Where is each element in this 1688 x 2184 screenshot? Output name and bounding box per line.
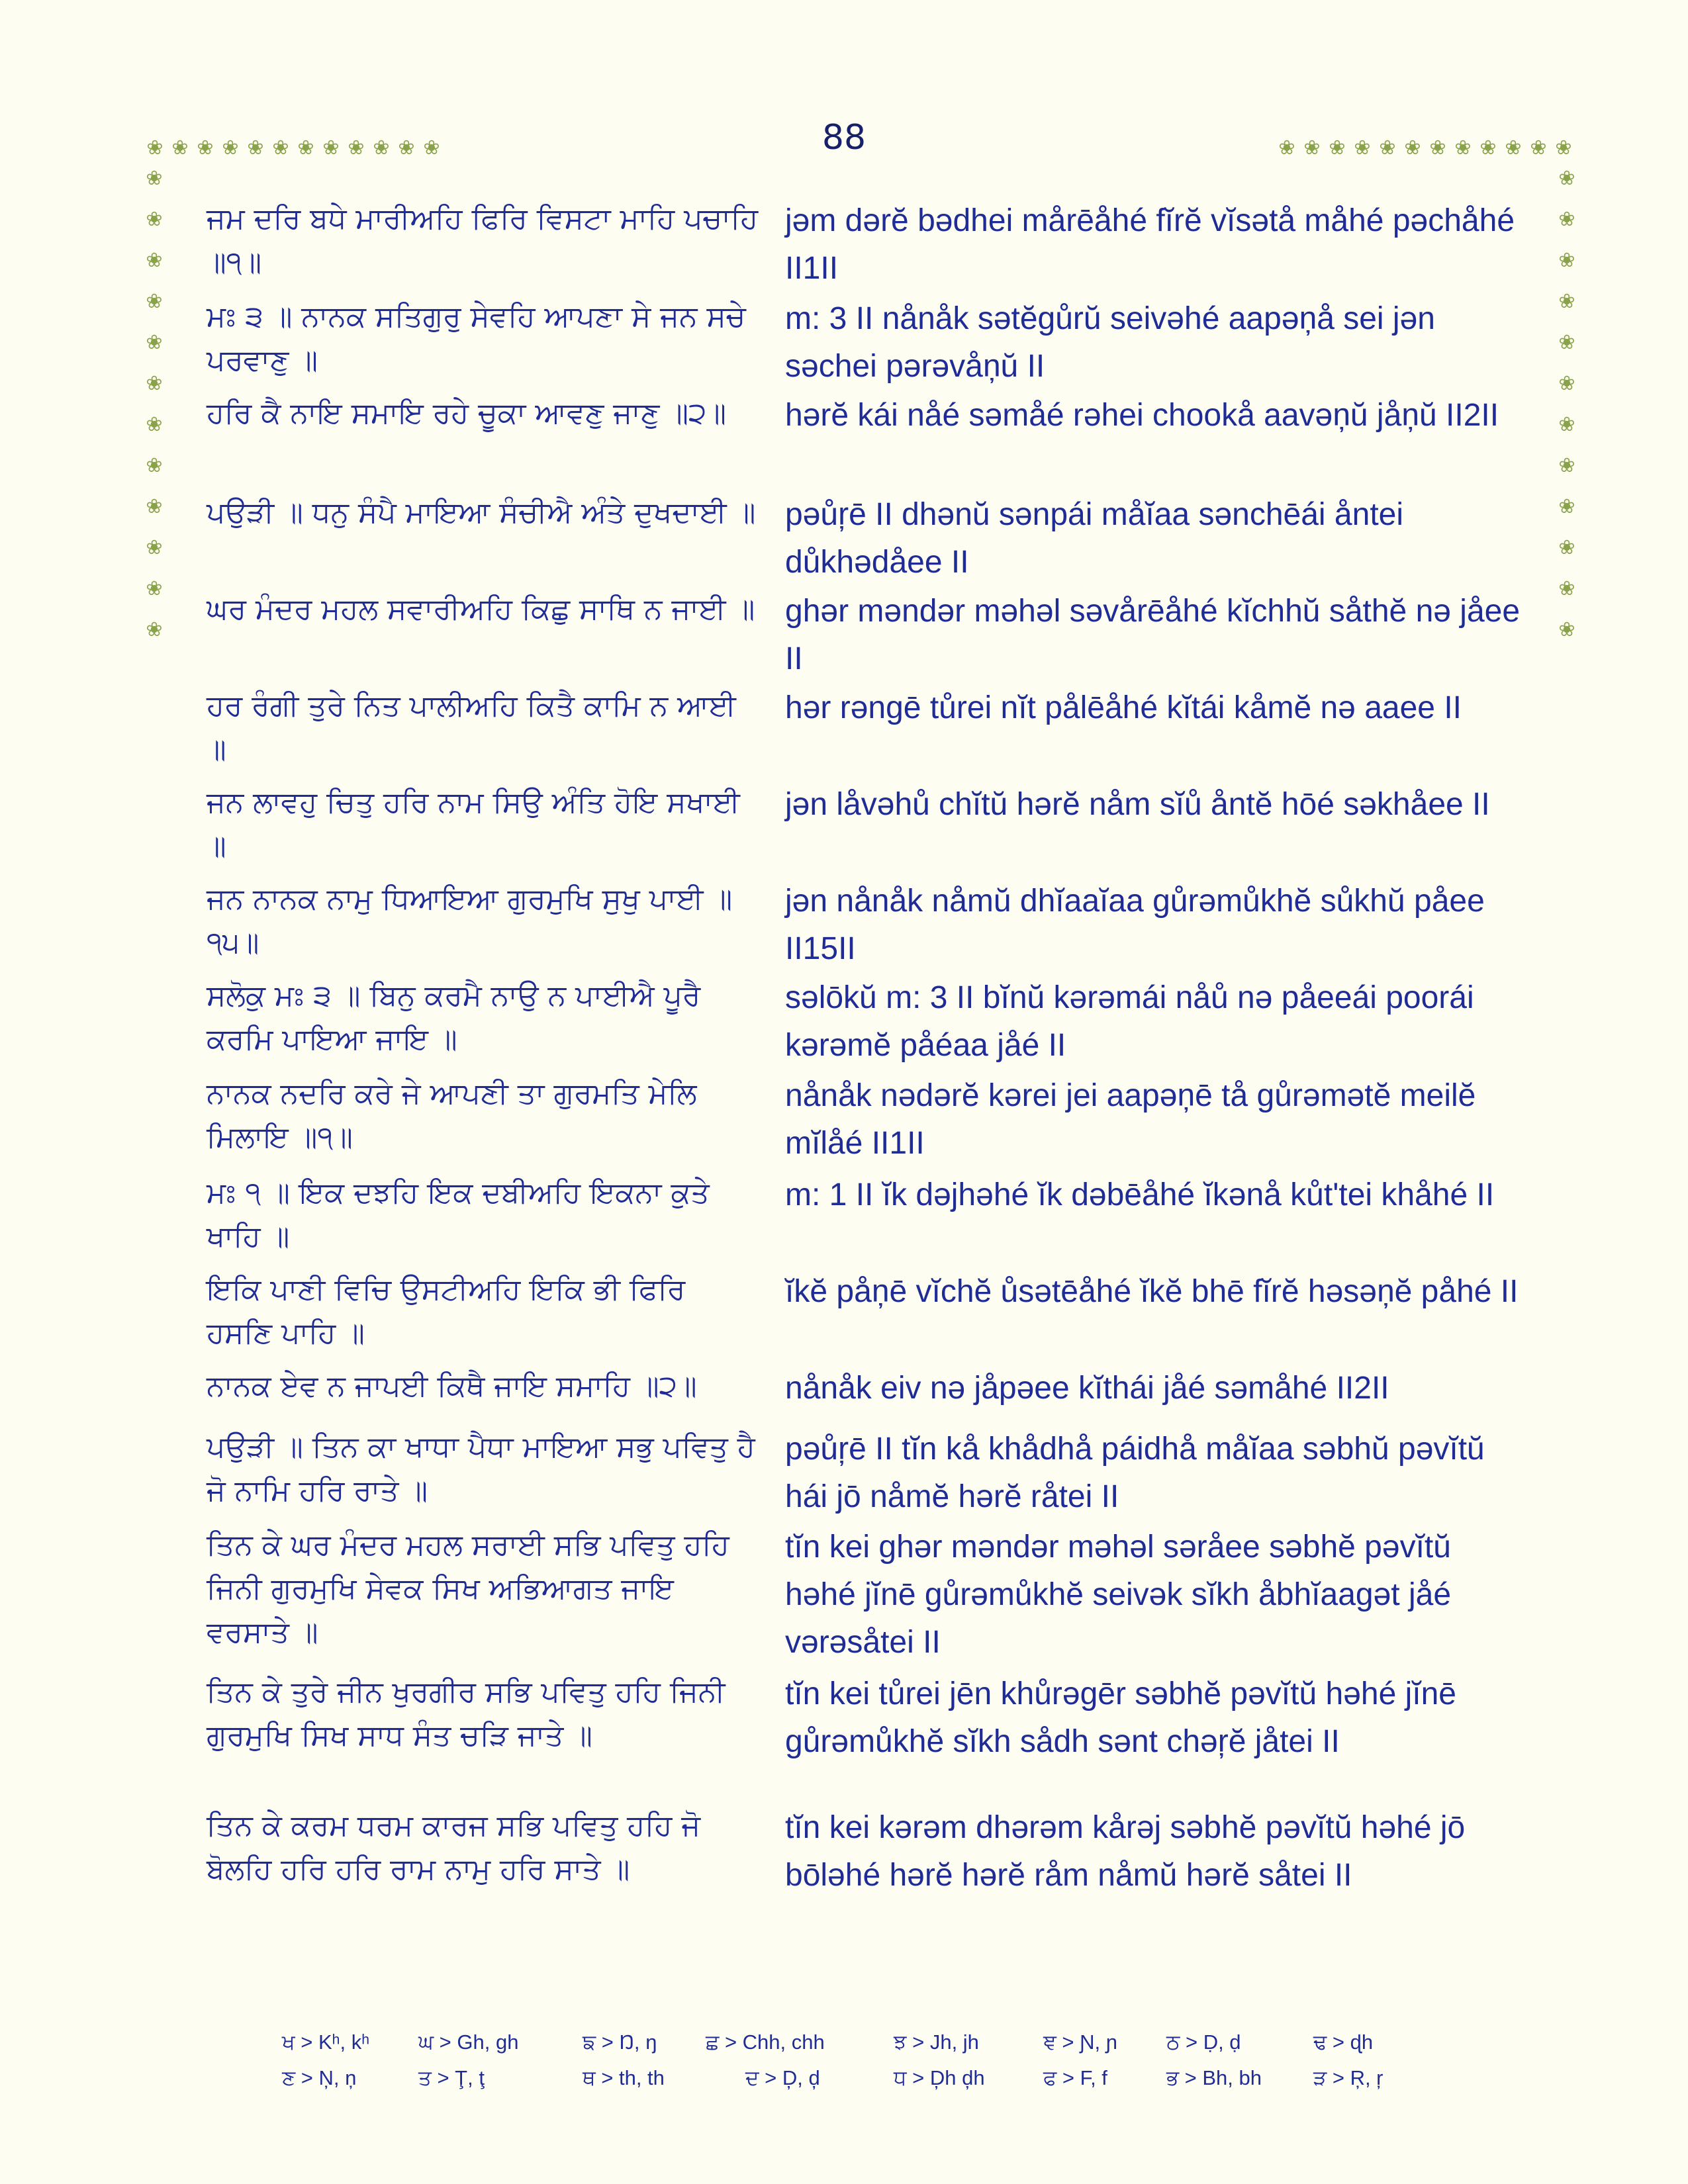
flower-ornament-icon: ❀: [1303, 136, 1321, 159]
verse-row: [207, 684, 1524, 781]
transliteration-text: jən nånåk nåmŭ dhĭaaĭaa gůrəmůkhĕ sůkhŭ påee II15II: [785, 884, 1485, 966]
transliteration-text: hərĕ kái nåé səmåé rəhei chookå aavəņŭ jåņŭ II2II: [785, 398, 1499, 433]
legend-item: ਖ > Kʰ, kʰ: [282, 2030, 370, 2054]
legend-row: [282, 2066, 1421, 2102]
gurmukhi-text: ਜਨ ਲਾਵਹੁ ਚਿਤੁ ਹਰਿ ਨਾਮ ਸਿਉ ਅੰਤਿ ਹੋਇ ਸਖਾਈ ॥: [207, 786, 740, 863]
flower-ornament-icon: ❀: [1278, 136, 1295, 159]
verse-row: [207, 1072, 1524, 1171]
gurmukhi-text: ਘਰ ਮੰਦਰ ਮਹਲ ਸਵਾਰੀਅਹਿ ਕਿਛੁ ਸਾਥਿ ਨ ਜਾਈ ॥: [207, 592, 755, 626]
verse-row: [207, 588, 1524, 684]
flower-ornament-icon: ❀: [146, 536, 163, 559]
gurmukhi-text: ਇਕਿ ਪਾਣੀ ਵਿਚਿ ਉਸਟੀਅਹਿ ਇਕਿ ਭੀ ਫਿਰਿ ਹਸਣਿ ਪਾਹਿ ॥: [207, 1273, 686, 1350]
legend-item: ਤ > Ţ, ţ: [418, 2066, 485, 2089]
gurmukhi-text: ਹਰਿ ਕੈ ਨਾਇ ਸਮਾਇ ਰਹੇ ਚੂਕਾ ਆਵਣੁ ਜਾਣੁ ॥੨॥: [207, 396, 727, 430]
verse-row: [207, 1524, 1524, 1670]
verse-row: [207, 1670, 1524, 1804]
transliteration-text: m: 3 II nånåk sətĕgůrŭ seivəhé aapəņå sei jən səchei pərəvåņŭ II: [785, 301, 1435, 384]
flower-ornament-icon: ❀: [1404, 136, 1421, 159]
flower-ornament-icon: ❀: [1558, 290, 1575, 313]
flower-ornament-icon: ❀: [1479, 136, 1497, 159]
flower-ornament-icon: ❀: [146, 454, 163, 477]
transliteration-text: tĭn kei ghər məndər məhəl səråee səbhĕ pəvĭtŭ həhé jĭnē gůrəmůkhĕ seivək sĭkh åbhĭaagət jåé vərəsåtei II: [785, 1529, 1452, 1660]
gurmukhi-text: ਮਃ ੩ ॥ ਨਾਨਕ ਸਤਿਗੁਰੁ ਸੇਵਹਿ ਆਪਣਾ ਸੇ ਜਨ ਸਚੇ ਪਰਵਾਣੁ ॥: [207, 300, 746, 377]
transliteration-text: jən låvəhů chĭtŭ hərĕ nåm sĭů åntĕ hōé səkhåee II: [785, 787, 1490, 822]
transliteration-text: hər rəngē tůrei nĭt pålēåhé kĭtái kåmĕ nə aaee II: [785, 690, 1462, 725]
gurmukhi-text: ਪਉੜੀ ॥ ਧਨੁ ਸੰਪੈ ਮਾਇਆ ਸੰਚੀਐ ਅੰਤੇ ਦੁਖਦਾਈ ॥: [207, 496, 756, 529]
gurmukhi-text: ਮਃ ੧ ॥ ਇਕ ਦਝਹਿ ਇਕ ਦਬੀਅਹਿ ਇਕਨਾ ਕੁਤੇ ਖਾਹਿ ॥: [207, 1176, 710, 1253]
gurmukhi-text: ਹਰ ਰੰਗੀ ਤੁਰੇ ਨਿਤ ਪਾਲੀਅਹਿ ਕਿਤੈ ਕਾਮਿ ਨ ਆਈ ॥: [207, 689, 736, 766]
flower-ornament-icon: ❀: [348, 136, 365, 159]
flower-ornament-icon: ❀: [1558, 249, 1575, 272]
gurmukhi-text: ਸਲੋਕੁ ਮਃ ੩ ॥ ਬਿਨੁ ਕਰਮੈ ਨਾਉ ਨ ਪਾਈਐ ਪੂਰੈ ਕਰਮਿ ਪਾਇਆ ਜਾਇ ॥: [207, 979, 701, 1056]
flower-ornament-icon: ❀: [423, 136, 440, 159]
flower-ornament-icon: ❀: [247, 136, 264, 159]
legend-item: ਠ > Ḍ, ḍ: [1166, 2030, 1241, 2054]
flower-ornament-icon: ❀: [1429, 136, 1446, 159]
flower-ornament-icon: ❀: [1558, 454, 1575, 477]
verse-row: [207, 197, 1524, 295]
flower-ornament-icon: ❀: [297, 136, 314, 159]
transliteration-text: m: 1 II ĭk dəjhəhé ĭk dəbēåhé ĭkənå kůt'tei khåhé II: [785, 1177, 1495, 1212]
legend-item: ਦ > D̦, d̦: [745, 2066, 820, 2089]
flower-ornament-icon: ❀: [1505, 136, 1522, 159]
verse-row: [207, 878, 1524, 974]
flower-ornament-icon: ❀: [1329, 136, 1346, 159]
gurmukhi-text: ਜਮ ਦਰਿ ਬਧੇ ਮਾਰੀਅਹਿ ਫਿਰਿ ਵਿਸਟਾ ਮਾਹਿ ਪਚਾਹਿ ॥੧॥: [207, 202, 759, 279]
flower-ornament-icon: ❀: [1555, 136, 1572, 159]
flower-ornament-icon: ❀: [272, 136, 289, 159]
transliteration-text: səlōkŭ m: 3 II bĭnŭ kərəmái nåů nə påeeái poorái kərəmĕ påéaa jåé II: [785, 980, 1474, 1063]
verse-row: [207, 1804, 1524, 1901]
legend-item: ਧ > D̦h d̦h: [894, 2066, 985, 2089]
flower-ornament-icon: ❀: [171, 136, 189, 159]
legend-item: ਥ > th, th: [583, 2066, 665, 2089]
transliteration-text: jəm dərĕ bədhei mårēåhé fĭrĕ vĭsətå måhé pəchåhé II1II: [785, 203, 1515, 286]
flower-ornament-icon: ❀: [1558, 536, 1575, 559]
legend-item: ਝ > Jh, jh: [894, 2030, 979, 2054]
flower-ornament-icon: ❀: [373, 136, 390, 159]
flower-ornament-icon: ❀: [1558, 372, 1575, 395]
transliteration-text: pəůŗē II dhənŭ sənpái måĭaa sənchēái åntei důkhədåee II: [785, 497, 1404, 580]
transliteration-text: pəůŗē II tĭn kå khådhå páidhå måĭaa səbhŭ pəvĭtŭ hái jō nåmĕ hərĕ råtei II: [785, 1432, 1485, 1514]
gurmukhi-text: ਤਿਨ ਕੇ ਤੁਰੇ ਜੀਨ ਖੁਰਗੀਰ ਸਭਿ ਪਵਿਤੁ ਹਹਿ ਜਿਨੀ ਗੁਰਮੁਖਿ ਸਿਖ ਸਾਧ ਸੰਤ ਚੜਿ ਜਾਤੇ ॥: [207, 1675, 726, 1752]
verse-row: [207, 781, 1524, 878]
legend-item: ਙ > Ŋ, ŋ: [583, 2030, 657, 2054]
verse-row: [207, 974, 1524, 1072]
legend-row: [282, 2030, 1421, 2066]
verse-row: [207, 1426, 1524, 1524]
flower-ornament-icon: ❀: [146, 208, 163, 231]
transliteration-text: ghər məndər məhəl səvårēåhé kĭchhŭ såthĕ nə jåee II: [785, 594, 1521, 676]
flower-ornament-icon: ❀: [146, 249, 163, 272]
legend-item: ਣ > Ņ, ņ: [282, 2066, 357, 2089]
gurmukhi-text: ਤਿਨ ਕੇ ਕਰਮ ਧਰਮ ਕਾਰਜ ਸਭਿ ਪਵਿਤੁ ਹਹਿ ਜੋ ਬੋਲਹਿ ਹਰਿ ਹਰਿ ਰਾਮ ਨਾਮੁ ਹਰਿ ਸਾਤੇ ॥: [207, 1809, 701, 1886]
gurmukhi-text: ਜਨ ਨਾਨਕ ਨਾਮੁ ਧਿਆਇਆ ਗੁਰਮੁਖਿ ਸੁਖੁ ਪਾਈ ॥੧੫॥: [207, 882, 733, 960]
verse-row: [207, 1171, 1524, 1268]
legend-item: ਞ > Ɲ, ɲ: [1043, 2030, 1117, 2054]
flower-ornament-icon: ❀: [1454, 136, 1472, 159]
verse-table: [207, 197, 1524, 1901]
flower-ornament-icon: ❀: [1558, 577, 1575, 600]
flower-ornament-icon: ❀: [146, 136, 164, 159]
flower-ornament-icon: ❀: [222, 136, 239, 159]
gurmukhi-text: ਨਾਨਕ ਏਵ ਨ ਜਾਪਈ ਕਿਥੈ ਜਾਇ ਸਮਾਹਿ ॥੨॥: [207, 1369, 697, 1403]
transliteration-text: tĭn kei kərəm dhərəm kårəj səbhĕ pəvĭtŭ həhé jō bōləhé hərĕ hərĕ råm nåmŭ hərĕ såtei II: [785, 1810, 1466, 1893]
flower-ornament-icon: ❀: [146, 495, 163, 518]
flower-ornament-icon: ❀: [322, 136, 340, 159]
flower-ornament-icon: ❀: [146, 290, 163, 313]
transliteration-text: nånåk eiv nə jåpəee kĭthái jåé səmåhé II2II: [785, 1371, 1389, 1406]
verse-row: [207, 1268, 1524, 1365]
transliteration-text: ĭkĕ påņē vĭchĕ ůsətēåhé ĭkĕ bhē fĭrĕ həsəņĕ påhé II: [785, 1274, 1519, 1309]
flower-ornament-icon: ❀: [146, 167, 163, 190]
legend-item: ਛ > Chh, chh: [706, 2030, 825, 2054]
flower-ornament-icon: ❀: [1379, 136, 1396, 159]
verse-row: [207, 295, 1524, 392]
flower-ornament-icon: ❀: [1558, 208, 1575, 231]
flower-ornament-icon: ❀: [1354, 136, 1371, 159]
legend-item: ਫ > F, f: [1043, 2066, 1107, 2089]
legend-item: ਭ > Bh, bh: [1166, 2066, 1262, 2089]
gurmukhi-text: ਨਾਨਕ ਨਦਰਿ ਕਰੇ ਜੇ ਆਪਣੀ ਤਾ ਗੁਰਮਤਿ ਮੇਲਿ ਮਿਲਾਇ ॥੧॥: [207, 1077, 697, 1154]
flower-ornament-icon: ❀: [146, 618, 163, 641]
gurmukhi-text: ਪਉੜੀ ॥ ਤਿਨ ਕਾ ਖਾਧਾ ਪੈਧਾ ਮਾਇਆ ਸਭੁ ਪਵਿਤੁ ਹੈ ਜੋ ਨਾਮਿ ਹਰਿ ਰਾਤੇ ॥: [207, 1430, 755, 1508]
legend-item: ਢ > ɖh: [1313, 2030, 1374, 2054]
flower-ornament-icon: ❀: [1558, 167, 1575, 190]
legend-item: ੜ > Ŗ, ŗ: [1313, 2066, 1383, 2089]
page-number: 88: [821, 118, 867, 158]
flower-ornament-icon: ❀: [398, 136, 415, 159]
flower-ornament-icon: ❀: [146, 372, 163, 395]
flower-ornament-icon: ❀: [1558, 331, 1575, 354]
verse-row: [207, 1365, 1524, 1426]
flower-ornament-icon: ❀: [197, 136, 214, 159]
transliteration-text: tĭn kei tůrei jēn khůrəgēr səbhĕ pəvĭtŭ həhé jĭnē gůrəmůkhĕ sĭkh sådh sənt chəŗĕ jåtei II: [785, 1676, 1456, 1759]
legend-item: ਘ > Gh, gh: [418, 2030, 519, 2054]
transliteration-text: nånåk nədərĕ kərei jei aapəņē tå gůrəmətĕ meilĕ mĭlåé II1II: [785, 1078, 1476, 1161]
flower-ornament-icon: ❀: [1530, 136, 1547, 159]
verse-row: [207, 392, 1524, 491]
gurmukhi-text: ਤਿਨ ਕੇ ਘਰ ਮੰਦਰ ਮਹਲ ਸਰਾਈ ਸਭਿ ਪਵਿਤੁ ਹਹਿ ਜਿਨੀ ਗੁਰਮੁਖਿ ਸੇਵਕ ਸਿਖ ਅਭਿਆਗਤ ਜਾਇ ਵਰਸਾਤੇ ॥: [207, 1528, 729, 1649]
flower-ornament-icon: ❀: [1558, 618, 1575, 641]
transliteration-key: [282, 2030, 1421, 2102]
flower-ornament-icon: ❀: [1558, 495, 1575, 518]
verse-row: [207, 491, 1524, 588]
flower-ornament-icon: ❀: [146, 413, 163, 436]
flower-ornament-icon: ❀: [146, 331, 163, 354]
flower-ornament-icon: ❀: [146, 577, 163, 600]
flower-ornament-icon: ❀: [1558, 413, 1575, 436]
